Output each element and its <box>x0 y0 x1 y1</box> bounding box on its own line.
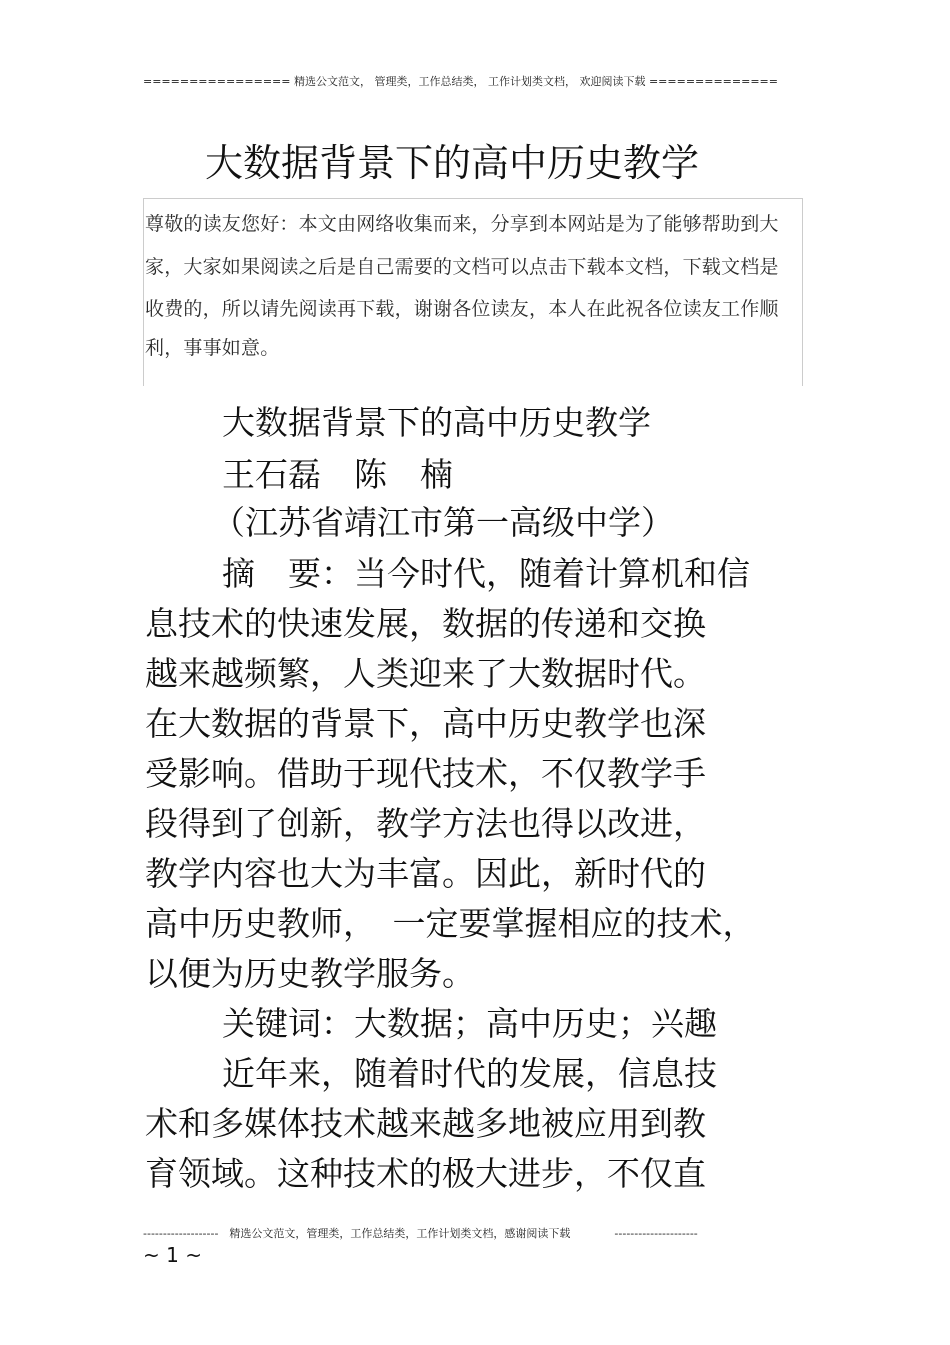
document-title: 大数据背景下的高中历史教学 <box>205 141 700 185</box>
body-text-line: 育领域。这种技术的极大进步，不仅直 <box>145 1154 706 1193</box>
abstract-line: 段得到了创新，教学方法也得以改进， <box>145 804 706 843</box>
body-text-line: 近年来，随着时代的发展，信息技 <box>222 1054 717 1093</box>
abstract-line: 越来越频繁，人类迎来了大数据时代。 <box>145 654 706 693</box>
page-footer: ------------------- 精选公文范文，管理类，工作总结类，工作计划类文档，感谢阅读下载 --------------------- <box>143 1227 698 1240</box>
page-header: ================ 精选公文范文， 管理类，工作总结类， 工作计划类文档， 欢迎阅读下载 ============== <box>143 75 778 88</box>
abstract-line: 受影响。借助于现代技术，不仅教学手 <box>145 754 706 793</box>
abstract-line: 高中历史教师， 一定要掌握相应的技术， <box>145 904 756 943</box>
abstract-line: 息技术的快速发展，数据的传递和交换 <box>145 604 706 643</box>
article-authors: 王石磊 陈 楠 <box>222 455 453 494</box>
notice-line: 尊敬的读友您好：本文由网络收集而来，分享到本网站是为了能够帮助到大 <box>145 213 779 235</box>
abstract-line: 在大数据的背景下，高中历史教学也深 <box>145 704 706 743</box>
keywords-line: 关键词：大数据；高中历史；兴趣 <box>222 1004 717 1043</box>
notice-line: 收费的，所以请先阅读再下载，谢谢各位读友，本人在此祝各位读友工作顺 <box>145 298 779 320</box>
article-title: 大数据背景下的高中历史教学 <box>222 403 651 442</box>
body-text-line: 术和多媒体技术越来越多地被应用到教 <box>145 1104 706 1143</box>
author-affiliation: （江苏省靖江市第一高级中学） <box>212 503 674 542</box>
abstract-line: 教学内容也大为丰富。因此，新时代的 <box>145 854 706 893</box>
page-number: ~ 1 ~ <box>143 1243 202 1267</box>
notice-line: 家，大家如果阅读之后是自己需要的文档可以点击下载本文档，下载文档是 <box>145 256 779 278</box>
notice-line: 利，事事如意。 <box>145 337 280 359</box>
abstract-line: 以便为历史教学服务。 <box>145 954 475 993</box>
abstract-line: 摘 要：当今时代，随着计算机和信 <box>222 554 750 593</box>
